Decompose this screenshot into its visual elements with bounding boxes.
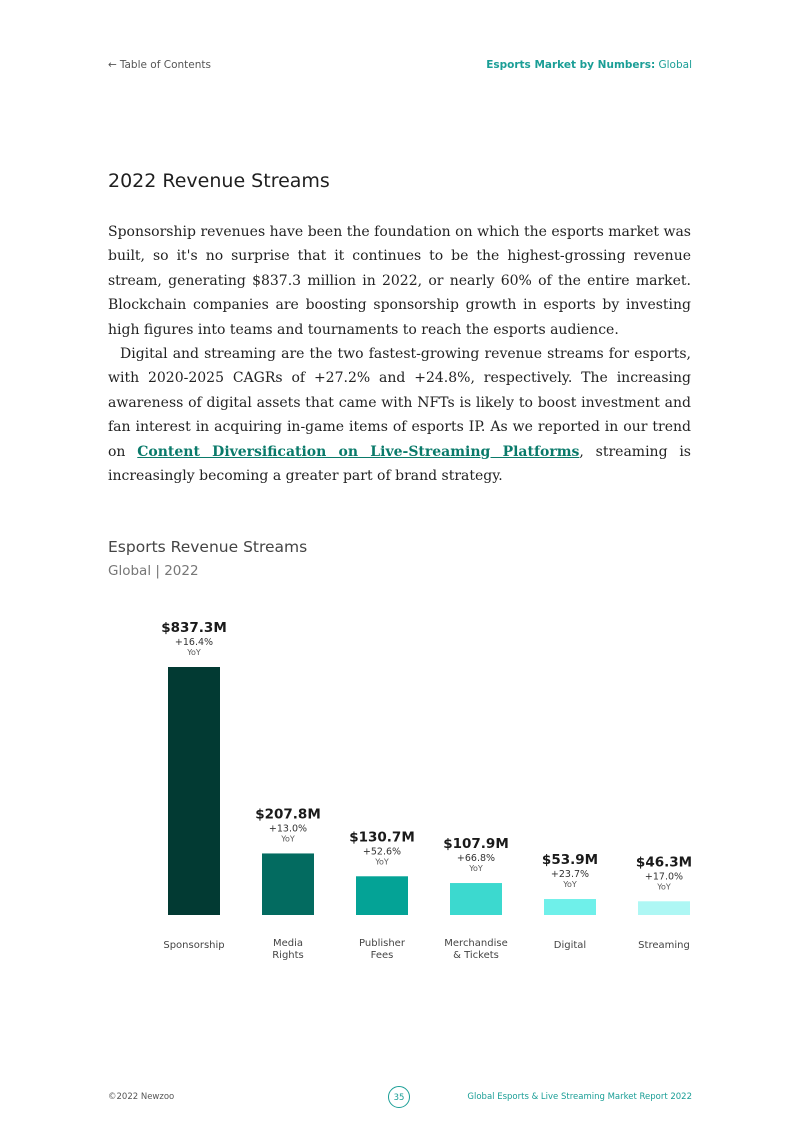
growth-label-3: +52.6% (362, 846, 402, 858)
paragraph-1: Sponsorship revenues have been the foundation on which the esports market was built, so it's no surprise that it continues to be the highest-grossing revenue stream, generating $837.3 million in 2022, or nearly 60% of the entire market. Blockchain companies are boosting sponsorship growth in esports by investing high figures into teams and tournaments to reach the esports audience. (108, 224, 691, 338)
growth-label-1: +16.4% (174, 637, 214, 648)
growth-unit-1: YoY (187, 648, 201, 657)
growth-unit-3: YoY (375, 857, 389, 867)
value-label-5: $53.9M (541, 852, 599, 869)
category-label-3-2: Fees (370, 950, 394, 961)
category-label-2-2: Rights (272, 950, 304, 961)
bar-1 (168, 667, 220, 915)
bar-6 (638, 901, 690, 915)
paragraph-2-start: Digital and streaming are the two fastest-growing revenue streams for esports, with 2020-2025 CAGRs of +27.2% and +24.8%, respectively. The increasing awareness of digital assets that came with NFTs is likely to boost investment and fan interest in acquiring in-game items of esports IP. As we reported in our trend on (108, 346, 691, 460)
chart-subtitle: Global | 2022 (108, 563, 199, 579)
growth-unit-5: YoY (563, 880, 577, 890)
content-diversification-link[interactable]: Content Diversification on Live-Streaming Platforms (137, 443, 580, 460)
body-text (108, 220, 691, 488)
category-label-6-1: Streaming (638, 940, 690, 951)
growth-unit-4: YoY (469, 864, 483, 874)
growth-label-4: +66.8% (456, 853, 496, 865)
value-label-2: $207.8M (255, 806, 321, 823)
bar-2 (262, 853, 314, 915)
footer-report-title: Global Esports & Live Streaming Market Report 2022 (467, 1092, 692, 1102)
section-header (486, 59, 692, 71)
bar-4 (450, 883, 502, 915)
growth-label-5: +23.7% (550, 869, 590, 881)
growth-label-2: +13.0% (268, 823, 308, 835)
bar-3 (356, 876, 408, 915)
value-label-1: $837.3M (161, 620, 227, 636)
back-arrow-icon: ← (108, 59, 117, 71)
table-of-contents-label: Table of Contents (119, 59, 211, 71)
bar-5 (544, 899, 596, 915)
section-header-bold: Esports Market by Numbers: (486, 59, 656, 71)
chart-title: Esports Revenue Streams (108, 538, 308, 556)
page-title: 2022 Revenue Streams (108, 170, 330, 192)
growth-unit-6: YoY (657, 882, 671, 892)
paragraph-2 (108, 342, 691, 488)
value-label-3: $130.7M (349, 829, 415, 846)
section-header-light: Global (658, 59, 692, 71)
value-label-4: $107.9M (443, 836, 509, 853)
footer-copyright: ©2022 Newzoo (108, 1092, 175, 1102)
revenue-bar-chart (0, 600, 800, 980)
category-label-4-2: & Tickets (453, 950, 499, 961)
growth-label-6: +17.0% (644, 871, 684, 883)
paragraph-2-end: , streaming is increasingly becoming a greater part of brand strategy. (108, 443, 691, 485)
growth-unit-2: YoY (281, 834, 295, 844)
category-label-5-1: Digital (553, 940, 587, 951)
category-label-1-1: Sponsorship (163, 940, 225, 951)
value-label-6: $46.3M (635, 854, 693, 871)
category-label-2-1: Media (272, 938, 304, 949)
category-label-3-1: Publisher (359, 938, 405, 949)
page-number-badge: 35 (388, 1086, 410, 1108)
category-label-4-1: Merchandise (444, 938, 508, 949)
table-of-contents-link[interactable] (108, 59, 211, 71)
